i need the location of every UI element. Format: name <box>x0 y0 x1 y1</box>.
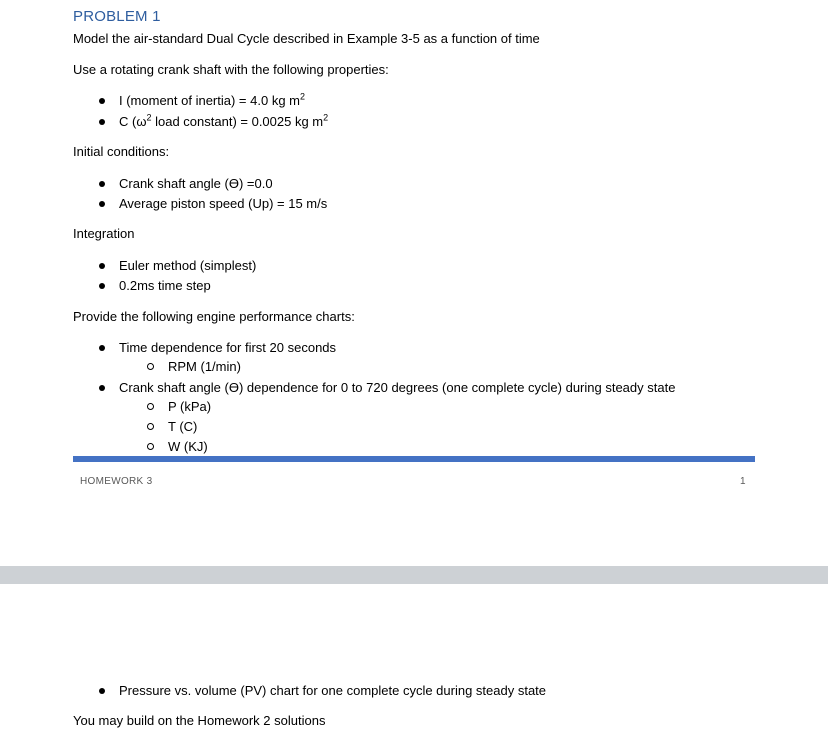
bullet-icon <box>99 345 105 351</box>
property-inertia-text: I (moment of inertia) = 4.0 kg m <box>119 93 300 108</box>
bullet-icon <box>99 688 105 694</box>
chart-pv-text: Pressure vs. volume (PV) chart for one complete cycle during steady state <box>119 683 547 698</box>
chart-time-text: Time dependence for first 20 seconds <box>119 340 337 355</box>
initial-item <box>99 196 327 211</box>
circle-bullet-icon <box>147 423 154 430</box>
superscript: 2 <box>299 91 305 102</box>
bullet-icon <box>99 385 105 391</box>
subitem-text: T (C) <box>168 419 198 434</box>
subitem-text: P (kPa) <box>168 399 212 414</box>
integration-item-text: Euler method (simplest) <box>119 258 257 273</box>
chart-pv-item <box>99 683 546 698</box>
footer-divider <box>73 456 755 462</box>
bullet-icon <box>99 98 105 104</box>
integration-label: Integration <box>73 226 135 241</box>
property-load-middle: load constant) = 0.0025 kg m <box>151 114 324 129</box>
initial-item-text: Average piston speed (Up) = 15 m/s <box>119 196 328 211</box>
chart-angle-subitem <box>147 419 197 434</box>
superscript: 2 <box>323 112 329 123</box>
crank-intro-text: Use a rotating crank shaft with the following properties: <box>73 62 389 77</box>
footer-title: HOMEWORK 3 <box>80 476 153 487</box>
bullet-icon <box>99 181 105 187</box>
bullet-icon <box>99 263 105 269</box>
intro-text: Model the air-standard Dual Cycle described in Example 3-5 as a function of time <box>73 31 540 46</box>
integration-item <box>99 278 211 293</box>
initial-item-text: Crank shaft angle (ϴ) =0.0 <box>119 176 273 191</box>
integration-item-text: 0.2ms time step <box>119 278 211 293</box>
superscript: 2 <box>146 112 152 123</box>
charts-label: Provide the following engine performance charts: <box>73 309 355 324</box>
property-inertia <box>99 93 305 108</box>
chart-angle-item <box>99 380 675 395</box>
property-load-prefix: C (ω <box>119 114 147 129</box>
bullet-icon <box>99 283 105 289</box>
circle-bullet-icon <box>147 443 154 450</box>
initial-conditions-label: Initial conditions: <box>73 144 170 159</box>
chart-time-item <box>99 340 336 355</box>
closing-text: You may build on the Homework 2 solutions <box>73 713 326 728</box>
subitem-text: RPM (1/min) <box>168 359 241 374</box>
subitem-text: W (KJ) <box>168 439 208 454</box>
circle-bullet-icon <box>147 403 154 410</box>
page-break <box>0 566 828 584</box>
chart-time-subitem <box>147 359 241 374</box>
circle-bullet-icon <box>147 363 154 370</box>
problem-heading: PROBLEM 1 <box>73 8 161 25</box>
bullet-icon <box>99 201 105 207</box>
property-load-constant <box>99 114 328 129</box>
footer-page-number: 1 <box>740 476 746 487</box>
integration-item <box>99 258 256 273</box>
chart-angle-subitem <box>147 439 208 454</box>
chart-angle-subitem <box>147 399 211 414</box>
chart-angle-text: Crank shaft angle (ϴ) dependence for 0 to 720 degrees (one complete cycle) during steady state <box>119 380 676 395</box>
initial-item <box>99 176 273 191</box>
bullet-icon <box>99 119 105 125</box>
